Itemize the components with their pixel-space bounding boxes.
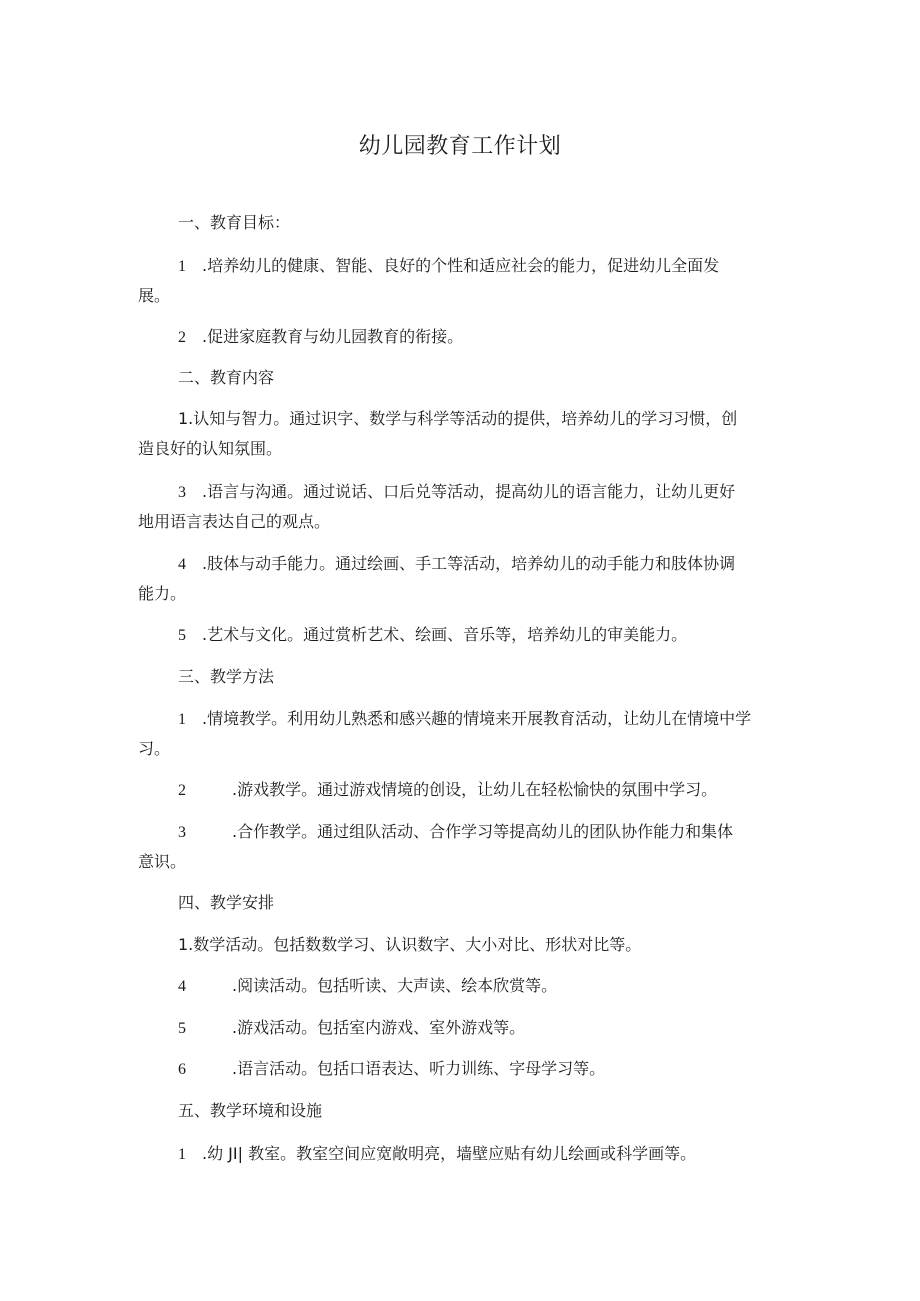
item-number: 1 [178,711,186,728]
item-text: .培养幼儿的健康、智能、良好的个性和适应社会的能力，促进幼儿全面发 [202,256,720,275]
s4-item-6 [178,1054,828,1085]
s2-item-3 [178,477,828,508]
item-number: 5 [178,1020,186,1037]
s3-item-1 [178,704,828,735]
section-2-heading: 二、教育内容 [178,368,275,387]
s1-item-1-continuation: 展。 [138,286,171,305]
s3-item-1-continuation: 习。 [138,739,171,758]
s2-item-4 [178,549,828,580]
s4-item-1: 1.数学活动。包括数数学习、认识数字、大小对比、形状对比等。 [178,935,642,954]
item-number: 1 [178,258,186,275]
s2-item-3-continuation: 地用语言表达自己的观点。 [138,512,331,531]
section-4-heading: 四、教学安排 [178,893,275,912]
s3-item-3 [178,817,828,848]
s5-item-1 [178,1139,828,1170]
item-text: .肢体与动手能力。通过绘画、手工等活动，培养幼儿的动手能力和肢体协调 [202,554,736,573]
item-text: .语言与沟通。通过说话、口后兑等活动，提高幼儿的语言能力，让幼儿更好 [202,482,736,501]
s2-item-4-continuation: 能力。 [138,584,187,603]
item-text: .阅读活动。包括听读、大声读、绘本欣赏等。 [232,976,558,995]
item-text: .幼 JI| 教室。教室空间应宽敞明亮，墙壁应贴有幼儿绘画或科学画等。 [202,1144,697,1163]
section-1-heading: 一、教育目标： [178,213,291,232]
s2-item-1: 1.认知与智力。通过识字、数学与科学等活动的提供，培养幼儿的学习习惯，创 [178,409,738,428]
item-number: 6 [178,1061,186,1078]
item-text: .艺术与文化。通过赏析艺术、绘画、音乐等，培养幼儿的审美能力。 [202,625,688,644]
s1-item-2 [178,322,828,353]
item-text: .游戏活动。包括室内游戏、室外游戏等。 [232,1018,526,1037]
item-number: 3 [178,824,186,841]
item-number: 3 [178,484,186,501]
s2-item-5 [178,620,828,651]
document-title: 幼儿园教育工作计划 [358,134,562,159]
section-3-heading: 三、教学方法 [178,667,275,686]
s4-item-5 [178,1013,828,1044]
item-number: 5 [178,627,186,644]
item-number: 2 [178,329,186,346]
s4-item-4 [178,971,828,1002]
item-text: .游戏教学。通过游戏情境的创设，让幼儿在轻松愉快的氛围中学习。 [232,780,718,799]
item-text: .情境教学。利用幼儿熟悉和感兴趣的情境来开展教育活动，让幼儿在情境中学 [202,709,752,728]
s1-item-1 [178,251,828,282]
item-text: .合作教学。通过组队活动、合作学习等提高幼儿的团队协作能力和集体 [232,822,734,841]
item-number: 2 [178,782,186,799]
section-5-heading: 五、教学环境和设施 [178,1101,323,1120]
item-text: .促进家庭教育与幼儿园教育的衔接。 [202,327,464,346]
item-number: 4 [178,556,186,573]
item-text: .语言活动。包括口语表达、听力训练、字母学习等。 [232,1059,606,1078]
item-number: 4 [178,978,186,995]
item-number: 1 [178,1146,186,1163]
s3-item-2 [178,775,828,806]
s3-item-3-continuation: 意识。 [138,852,187,871]
s2-item-1-continuation: 造良好的认知氛围。 [138,439,283,458]
